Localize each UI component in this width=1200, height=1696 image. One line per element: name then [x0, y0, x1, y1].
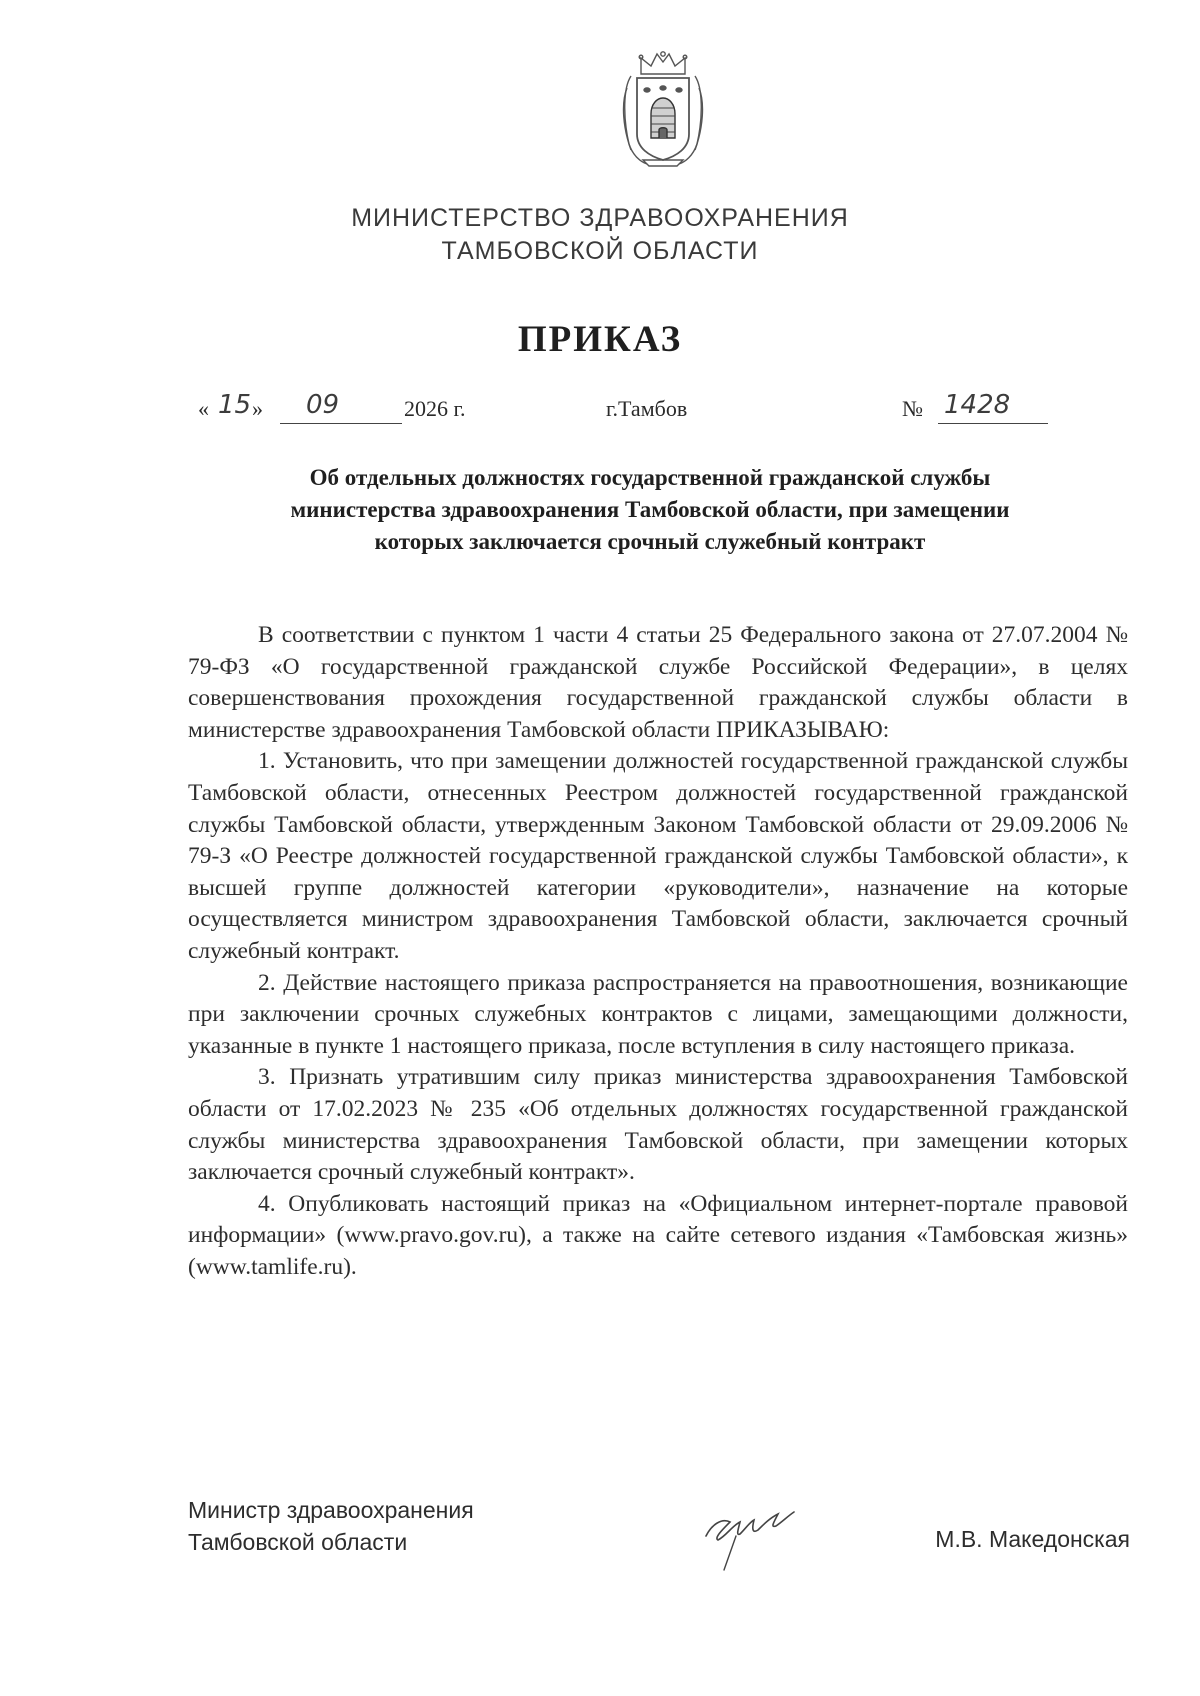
- number-underline: [938, 423, 1048, 424]
- subject-line: министерства здравоохранения Тамбовской области, при замещении: [290, 497, 1010, 522]
- ministry-name-line1: МИНИСТЕРСТВО ЗДРАВООХРАНЕНИЯ: [351, 204, 849, 232]
- document-number: 1428: [944, 390, 1011, 420]
- signatory-title-line1: Министр здравоохранения: [188, 1497, 474, 1523]
- signatory-title-line2: Тамбовской области: [188, 1529, 408, 1555]
- date-quote-open: «: [198, 396, 209, 421]
- date-month-underline: [280, 423, 402, 424]
- order-item-4: 4. Опубликовать настоящий приказ на «Официальном интернет-портале правовой информации» (www.pravo.gov.ru), а также на сайте сетевого издания «Тамбовская жизнь» (www.tamlife.ru).: [188, 1190, 1128, 1280]
- city: г.Тамбов: [606, 396, 688, 421]
- order-item-1: 1. Установить, что при замещении должностей государственной гражданской службы Тамбовской области, отнесенных Реестром должностей государственной гражданской службы Тамбовской области, утвержденным Законом Тамбовской области от 29.09.2006 № 79-З «О Реестре должностей государственной гражданской службы Тамбовской области», к высшей группе должностей категории «руководители», назначение на которые осуществляется министром здравоохранения Тамбовской области, заключается срочный служебный контракт.: [188, 748, 1128, 964]
- order-item-3: 3. Признать утратившим силу приказ министерства здравоохранения Тамбовской области от 17.02.2023 № 235 «Об отдельных должностях государственной гражданской службы министерства здравоохранения Тамбовской области, при замещении которых заключается срочный служебный контракт».: [188, 1064, 1128, 1186]
- subject-line: Об отдельных должностях государственной гражданской службы: [309, 465, 991, 490]
- ministry-name-line2: ТАМБОВСКОЙ ОБЛАСТИ: [441, 237, 759, 265]
- date-day: 15: [218, 390, 252, 420]
- number-label: №: [902, 396, 923, 421]
- date-quote-close: »: [252, 396, 263, 421]
- coat-of-arms-icon: [617, 48, 709, 170]
- signatory-name: М.В. Македонская: [935, 1526, 1130, 1552]
- document-meta-line: [0, 390, 1200, 436]
- document-body: [188, 620, 1128, 1283]
- date-year: 2026 г.: [404, 396, 466, 421]
- order-item-2: 2. Действие настоящего приказа распространяется на правоотношения, возникающие при заключении срочных служебных контрактов с лицами, замещающими должности, указанные в пункте 1 настоящего приказа, после вступления в силу настоящего приказа.: [188, 969, 1128, 1059]
- signatory-title: [188, 1494, 474, 1558]
- document-subject: [190, 462, 1110, 558]
- date-month: 09: [306, 390, 340, 420]
- subject-line: которых заключается срочный служебный контракт: [374, 529, 926, 554]
- document-type-title: ПРИКАЗ: [517, 319, 683, 360]
- handwritten-signature-icon: [700, 1496, 800, 1576]
- preamble-paragraph: В соответствии с пунктом 1 части 4 статьи 25 Федерального закона от 27.07.2004 № 79-ФЗ «О государственной гражданской службе Российской Федерации», в целях совершенствования прохождения государственной гражданской службы области в министерстве здравоохранения Тамбовской области ПРИКАЗЫВАЮ:: [188, 622, 1128, 743]
